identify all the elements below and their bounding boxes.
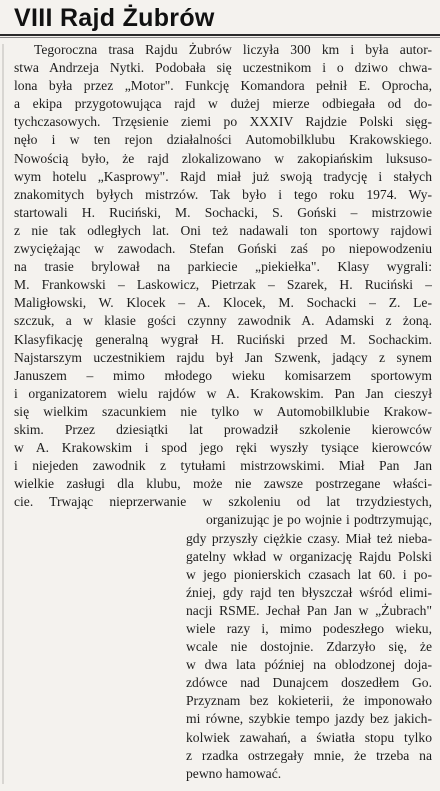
text-line: wiele razy i, mimo podeszłego wieku, (186, 621, 432, 636)
text-line: zwyciężając w zawodach. Stefan Goński zaś po niepowodzeniu (14, 241, 432, 257)
text-line: Nowością było, że rajd zlokalizowano w zakopiańskim luksuso- (14, 150, 432, 166)
page-edge-shadow (2, 44, 4, 784)
text-line: Maligłowski, W. Klocek – A. Klocek, M. Sochacki – Z. Le- (14, 295, 432, 311)
text-line: lona była przez „Motor". Funkcję Komandora pełnił E. Oprocha, (14, 78, 432, 94)
text-line: znakomitych byłych mistrzów. Tak było i tego roku 1974. Wy- (14, 186, 432, 202)
text-line: Klasyfikację generalną wygrał H. Ruciński przed M. Sochackim. (14, 331, 432, 347)
text-line: w dwa lata później na oblodzonej doja- (186, 657, 432, 673)
text-line: Przyznam bez kokieterii, że imponowało (186, 693, 432, 709)
article-body-full-width (14, 41, 432, 511)
text-line: nęło i w ten rejon działalności Automobilklubu Krakowskiego. (14, 132, 432, 148)
text-line: gdy przyszły ciężkie czasy. Miał też nieba- (186, 530, 432, 546)
text-line: pewno hamować. (186, 765, 282, 781)
text-line: Januszem – mimo młodego wieku komisarzem sportowym (14, 367, 432, 383)
text-line: nacji RSME. Jechał Pan Jan w „Żubrach" (186, 602, 432, 618)
text-line: skim. Przez dziesiątki lat prowadził szkolenie kierowców (14, 421, 432, 437)
text-line: źniej, gdy rajd ten błyszczał wśród elimi- (186, 584, 432, 600)
text-line: z nie tak odległych lat. Oni też nadawali ton sportowy rajdowi (14, 222, 432, 238)
title-rule-thin (0, 37, 440, 38)
text-line: się wielkim szacunkiem nie tylko w Automobilklubie Krakow- (14, 403, 432, 419)
text-line: startowali H. Ruciński, M. Sochacki, S. Goński – mistrzowie (14, 204, 432, 220)
article-title: VIII Rajd Żubrów (14, 4, 215, 32)
text-line: mi równe, szybkie tempo jazdy bez jakich- (186, 711, 432, 727)
text-line: i niejeden zawodnik z tytułami mistrzowskimi. Miał Pan Jan (14, 458, 432, 474)
text-line: w jego pionierskich czasach lat 60. i po- (186, 566, 432, 582)
text-line: na trasie brylował na parkiecie „piekiełka". Klasy wygrali: (14, 259, 432, 275)
title-rule (0, 34, 440, 36)
text-line: i organizatorem wielu rajdów w A. Krakowskim. Pan Jan cieszył (14, 385, 432, 401)
text-line: wcale nie dostojnie. Zdarzyło się, że (186, 639, 432, 655)
text-line: w A. Krakowskim i spod jego ręki wyszły tysiące kierowców (14, 440, 432, 456)
text-line: zdówce nad Dunajcem doszedłem Go. (186, 675, 432, 691)
text-line: a ekipa przygotowująca rajd w dużej mierze odbiegała od do- (14, 96, 432, 112)
text-line: cie. Trwając nieprzerwanie w szkoleniu od lat trzydziestych, (14, 494, 432, 510)
text-line: organizując je po wojnie i podtrzymując, (206, 512, 432, 528)
text-line: M. Frankowski – Laskowicz, Pietrzak – Szarek, H. Ruciński – (14, 277, 432, 293)
text-line: tychczasowych. Trzęsienie ziemi po XXXIV Rajdzie Polski sięg- (14, 114, 432, 130)
text-line: Najstarszym uczestnikiem rajdu był Jan Szwenk, jadący z synem (14, 349, 432, 365)
text-line: Tegoroczna trasa Rajdu Żubrów liczyła 300 km i była autor- (34, 42, 432, 57)
article-body (14, 41, 432, 783)
text-line: z rzadka ostrzegały mnie, że trzeba na (186, 747, 432, 763)
text-line: wielkie zasługi dla klubu, może nie zawsze postrzegane właści- (14, 476, 432, 492)
text-line: wym hotelu „Kasprowy". Rajd miał już swoją tradycję i stałych (14, 168, 432, 184)
text-line: stwa Andrzeja Nytki. Podobała się uczestnikom i o dziwo chwa- (14, 60, 432, 76)
article-body-narrow-column (186, 511, 432, 782)
text-line: gatelny wkład w organizację Rajdu Polski (186, 548, 432, 564)
text-line: szczuk, a w klasie gości czynny zawodnik A. Adamski z żoną. (14, 313, 432, 329)
text-line: kolwiek zawahań, a światła stopu tylko (186, 729, 432, 745)
